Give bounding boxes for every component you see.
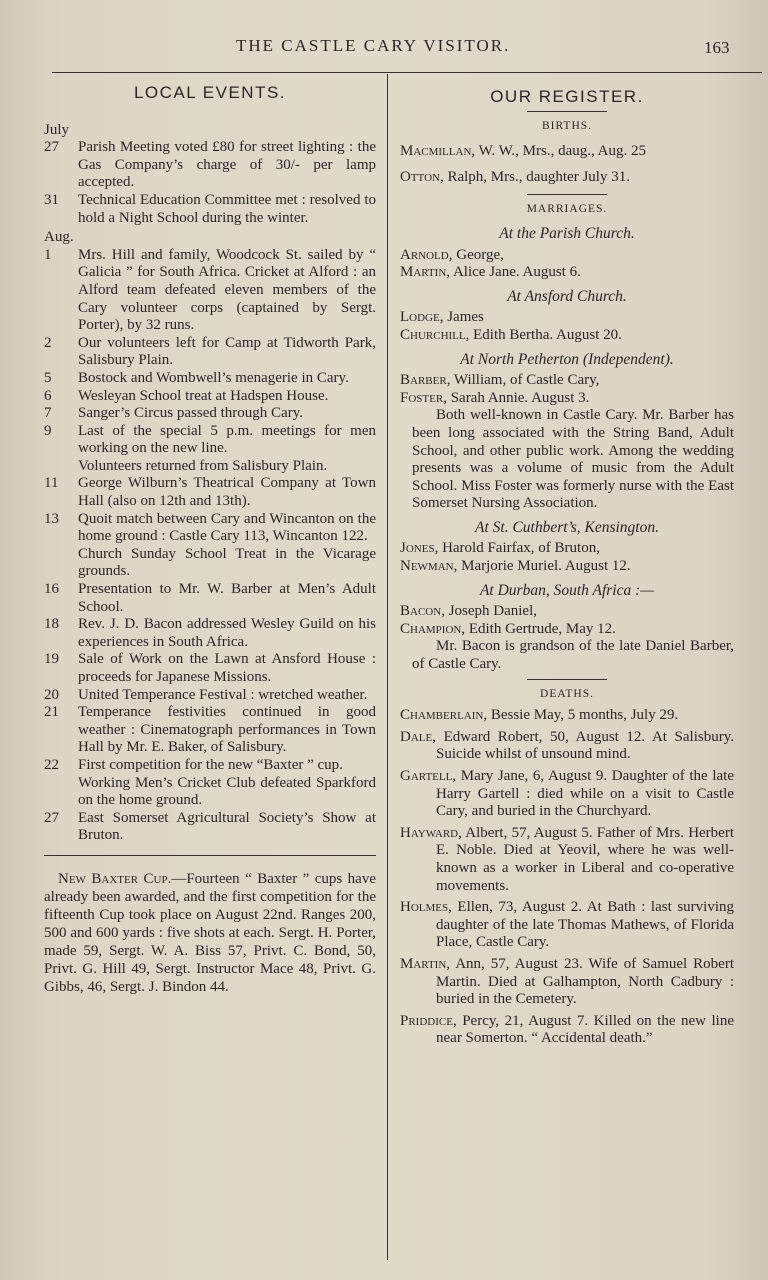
death-surname: Chamberlain bbox=[400, 707, 484, 724]
august-events bbox=[44, 247, 376, 845]
event-entry bbox=[44, 810, 376, 845]
event-text: Bostock and Wombwell’s menagerie in Cary. bbox=[78, 369, 349, 386]
death-entry bbox=[400, 899, 734, 952]
page-header bbox=[0, 36, 768, 62]
groom-surname: Lodge bbox=[400, 309, 440, 326]
event-entry bbox=[44, 192, 376, 227]
death-details: , Percy, 21, August 7. Killed on the new line near Somerton. “ Accidental death.” bbox=[436, 1012, 734, 1047]
event-text: Volunteers returned from Salisbury Plain. bbox=[78, 457, 328, 474]
deaths-list bbox=[400, 707, 734, 1048]
events-end-rule bbox=[44, 855, 376, 856]
event-day: 7 bbox=[44, 405, 52, 422]
groom-surname: Jones bbox=[400, 540, 435, 557]
event-entry bbox=[44, 775, 376, 810]
death-entry bbox=[400, 707, 734, 725]
event-text: United Temperance Festival : wretched weather. bbox=[78, 686, 368, 703]
event-entry bbox=[44, 651, 376, 686]
deaths-rule bbox=[527, 679, 607, 680]
event-day bbox=[44, 458, 78, 476]
marriage-place: At North Petherton (Independent). bbox=[460, 350, 674, 368]
bride-details: , Edith Gertrude, May 12. bbox=[461, 620, 616, 637]
bride-surname: Newman bbox=[400, 558, 454, 575]
event-entry bbox=[44, 687, 376, 705]
event-entry bbox=[44, 139, 376, 192]
event-day bbox=[44, 775, 78, 810]
birth-entry bbox=[400, 169, 734, 187]
bride-surname: Martin bbox=[400, 264, 447, 281]
event-day: 2 bbox=[44, 334, 52, 351]
event-day: 11 bbox=[44, 475, 59, 492]
death-entry bbox=[400, 956, 734, 1009]
event-entry bbox=[44, 511, 376, 546]
groom-surname: Barber bbox=[400, 372, 447, 389]
event-text: George Wilburn’s Theatrical Company at Town Hall (also on 12th and 13th). bbox=[78, 475, 376, 510]
death-entry bbox=[400, 729, 734, 764]
event-text: Wesleyan School treat at Hadspen House. bbox=[78, 387, 329, 404]
birth-name: Macmillan bbox=[400, 143, 472, 160]
event-entry bbox=[44, 704, 376, 757]
marriage-note: Both well-known in Castle Cary. Mr. Barber has been long associated with the String Band, Adult School, and other public work. Among the wedding presents was a volume of music from the Adult School. Miss Foster was formerly nurse with the East Somerset Nursing Association. bbox=[412, 407, 734, 512]
event-day: 19 bbox=[44, 651, 59, 668]
event-day: 9 bbox=[44, 422, 52, 439]
death-details: , Ellen, 73, August 2. At Bath : last surviving daughter of the late Thomas Mathews, of Florida Place, Castle Cary. bbox=[436, 899, 734, 951]
event-text: Working Men’s Cricket Club defeated Sparkford on the home ground. bbox=[78, 774, 376, 809]
event-day: 1 bbox=[44, 246, 52, 263]
bride-surname: Churchill bbox=[400, 326, 466, 343]
event-text: Sale of Work on the Lawn at Ansford House : proceeds for Japanese Missions. bbox=[78, 651, 376, 685]
event-text: Sanger’s Circus passed through Cary. bbox=[78, 405, 303, 422]
death-entry bbox=[400, 1013, 734, 1048]
marriage-entry bbox=[400, 603, 734, 673]
event-entry bbox=[44, 370, 376, 388]
event-text: East Somerset Agricultural Society’s Show at Bruton. bbox=[78, 809, 376, 844]
marriage-entry bbox=[400, 540, 734, 575]
bride-surname: Champion bbox=[400, 620, 462, 637]
event-entry bbox=[44, 581, 376, 616]
marriages-rule bbox=[527, 194, 607, 195]
event-text: Parish Meeting voted £80 for street lighting : the Gas Company’s charge of 30/- per lamp accepted. bbox=[78, 139, 376, 191]
july-events bbox=[44, 139, 376, 227]
groom-details: , Harold Fairfax, of Bruton, bbox=[434, 540, 600, 557]
birth-details: , W. W., Mrs., daug., Aug. 25 bbox=[471, 143, 646, 160]
event-day: 20 bbox=[44, 686, 59, 703]
register-title: OUR REGISTER. bbox=[490, 87, 644, 106]
marriage-place: At St. Cuthbert’s, Kensington. bbox=[474, 518, 659, 536]
note-text: —Fourteen “ Baxter ” cups have already been awarded, and the first competition for the fifteenth Cup took place on August 22nd. Ranges 200, 500 and 600 yards : five shots at each. Sergt. H. Porter, made 59, Sergt. W. A. Biss 57, Privt. C. Bond, 50, Privt. G. Hill 49, Sergt. Instructor Mace 48, Privt. G. Gibbs, 46, Sergt. J. Bindon 44. bbox=[44, 870, 377, 995]
event-entry bbox=[44, 757, 376, 775]
event-entry bbox=[44, 405, 376, 423]
event-entry bbox=[44, 388, 376, 406]
event-text: Mrs. Hill and family, Woodcock St. sailed by “ Galicia ” for South Africa. Cricket at Alford : an Alford team defeated eleven members of the Cary volunteer corps (captained by Sergt. Porter), by 32 runs. bbox=[78, 246, 376, 334]
marriage-place: At Ansford Church. bbox=[507, 287, 627, 305]
event-text: Quoit match between Cary and Wincanton on the home ground : Castle Cary 113, Wincanton 122. bbox=[78, 510, 376, 545]
event-day: 27 bbox=[44, 809, 59, 826]
local-events-title: LOCAL EVENTS. bbox=[133, 83, 287, 102]
event-entry bbox=[44, 616, 376, 651]
deaths-heading: DEATHS. bbox=[540, 687, 594, 700]
event-entry bbox=[44, 247, 376, 335]
death-surname: Dale bbox=[400, 728, 433, 745]
register-column bbox=[400, 78, 734, 1052]
marriage-place: At the Parish Church. bbox=[499, 224, 635, 242]
death-surname: Martin bbox=[400, 955, 447, 972]
death-surname: Priddice bbox=[400, 1012, 453, 1029]
event-entry bbox=[44, 475, 376, 510]
death-details: , Ann, 57, August 23. Wife of Samuel Robert Martin. Died at Galhampton, North Cadbury : buried in the Cemetery. bbox=[436, 955, 734, 1008]
event-day: 6 bbox=[44, 387, 52, 404]
event-entry bbox=[44, 423, 376, 458]
death-details: , Albert, 57, August 5. Father of Mrs. Herbert E. Noble. Died at Yeovil, where he was well-known as a worker in Liberal and co-operative movements. bbox=[436, 824, 734, 894]
groom-surname: Arnold bbox=[400, 246, 449, 263]
groom-details: , Joseph Daniel, bbox=[441, 603, 538, 620]
event-day: 18 bbox=[44, 616, 59, 633]
marriages-heading: MARRIAGES. bbox=[526, 203, 608, 216]
event-entry bbox=[44, 546, 376, 581]
marriage-entry bbox=[400, 309, 734, 344]
event-text: Temperance festivities continued in good weather : Cinematograph performances in Town Hall by Mr. E. Baker, of Salisbury. bbox=[78, 704, 376, 756]
death-surname: Holmes bbox=[400, 899, 449, 916]
marriage-entry bbox=[400, 372, 734, 513]
groom-surname: Bacon bbox=[400, 603, 442, 620]
header-rule bbox=[52, 72, 762, 73]
death-entry bbox=[400, 768, 734, 821]
births-heading: BIRTHS. bbox=[541, 119, 593, 132]
births-rule bbox=[527, 111, 607, 112]
month-july: July bbox=[44, 121, 70, 138]
event-text: First competition for the new “Baxter ” cup. bbox=[78, 756, 343, 773]
local-events-column bbox=[44, 78, 376, 996]
marriage-place: At Durban, South Africa :— bbox=[479, 581, 655, 599]
event-text: Church Sunday School Treat in the Vicarage grounds. bbox=[78, 545, 376, 580]
bride-details: , Marjorie Muriel. August 12. bbox=[453, 558, 631, 575]
bride-surname: Foster bbox=[400, 389, 444, 406]
bride-details: , Edith Bertha. August 20. bbox=[465, 326, 622, 343]
groom-details: , George, bbox=[448, 246, 504, 263]
event-text: Technical Education Committee met : resolved to hold a Night School during the winter. bbox=[78, 191, 376, 226]
death-surname: Gartell bbox=[400, 768, 453, 784]
birth-details: , Ralph, Mrs., daughter July 31. bbox=[439, 168, 630, 185]
groom-details: , William, of Castle Cary, bbox=[446, 372, 600, 389]
event-entry bbox=[44, 335, 376, 370]
death-details: , Bessie May, 5 months, July 29. bbox=[483, 707, 679, 724]
column-divider bbox=[387, 74, 388, 1260]
event-day: 21 bbox=[44, 704, 59, 721]
birth-entry bbox=[400, 143, 734, 161]
event-day bbox=[44, 546, 78, 581]
death-surname: Hayward bbox=[400, 824, 459, 841]
event-text: Presentation to Mr. W. Barber at Men’s Adult School. bbox=[78, 581, 376, 615]
marriage-entry bbox=[400, 247, 734, 282]
death-details: , Edward Robert, 50, August 12. At Salisbury. Suicide whilst of unsound mind. bbox=[432, 728, 734, 763]
event-text: Our volunteers left for Camp at Tidworth Park, Salisbury Plain. bbox=[78, 334, 376, 369]
marriage-note: Mr. Bacon is grandson of the late Daniel Barber, of Castle Cary. bbox=[412, 638, 734, 673]
event-day: 27 bbox=[44, 139, 59, 156]
bride-details: , Alice Jane. August 6. bbox=[446, 264, 581, 281]
bride-details: , Sarah Annie. August 3. bbox=[443, 389, 590, 406]
month-august: Aug. bbox=[44, 229, 74, 246]
page-number: 163 bbox=[704, 38, 730, 57]
event-text: Last of the special 5 p.m. meetings for men working on the new line. bbox=[78, 422, 376, 457]
running-title: THE CASTLE CARY VISITOR. bbox=[236, 36, 511, 55]
event-text: Rev. J. D. Bacon addressed Wesley Guild on his experiences in South Africa. bbox=[78, 616, 376, 650]
event-day: 22 bbox=[44, 756, 59, 773]
death-entry bbox=[400, 825, 734, 895]
event-day: 31 bbox=[44, 191, 59, 208]
event-day: 16 bbox=[44, 581, 59, 598]
death-details: , Mary Jane, 6, August 9. Daughter of the late Harry Gartell : died while on a visit to Castle Cary, and buried in the Churchyard. bbox=[436, 768, 734, 820]
event-day: 5 bbox=[44, 369, 52, 386]
birth-name: Otton bbox=[400, 168, 440, 185]
baxter-cup-note bbox=[44, 870, 376, 996]
note-heading: New Baxter Cup. bbox=[58, 870, 172, 887]
event-day: 13 bbox=[44, 510, 59, 527]
groom-details: , James bbox=[439, 309, 484, 326]
event-entry bbox=[44, 458, 376, 476]
